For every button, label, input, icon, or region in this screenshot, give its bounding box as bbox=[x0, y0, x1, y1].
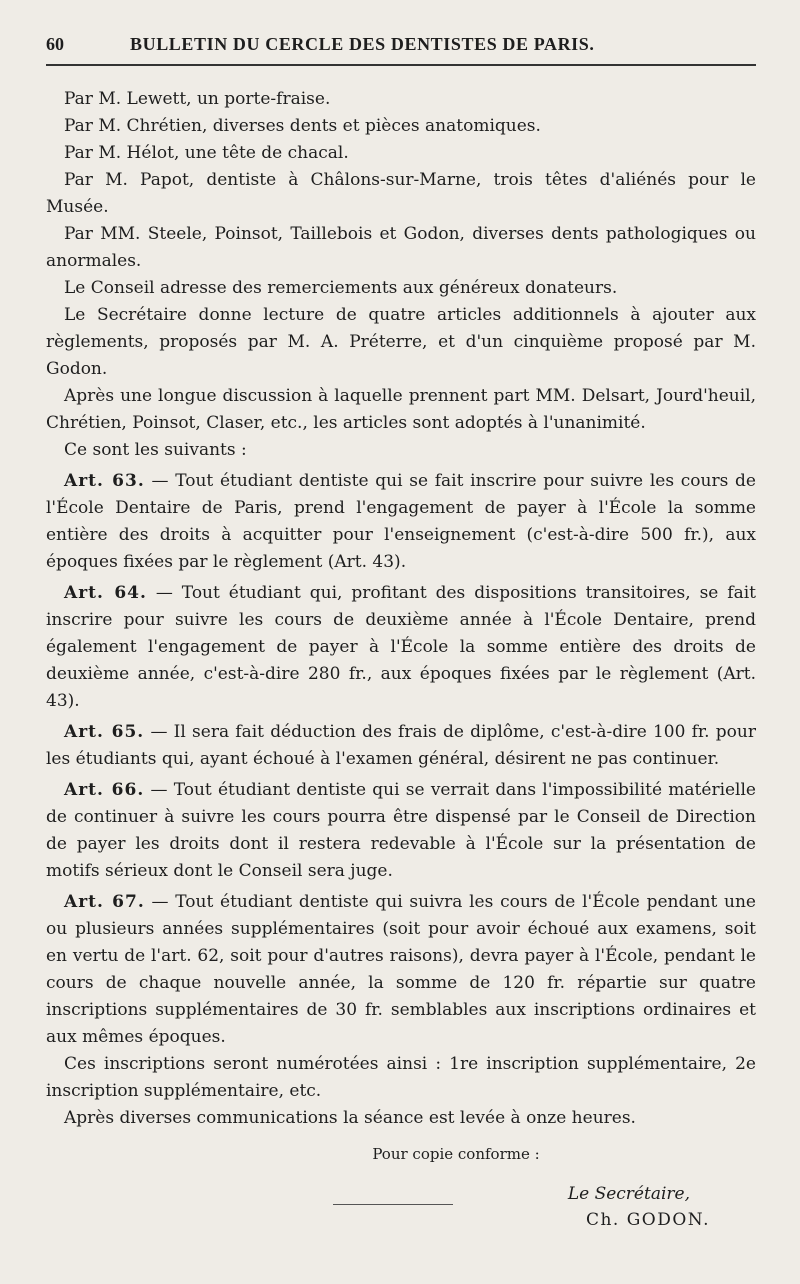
intro-paragraph: Ce sont les suivants : bbox=[64, 440, 247, 460]
page-number: 60 bbox=[46, 34, 64, 54]
article-label: Art. 64. bbox=[64, 583, 147, 603]
running-title: BULLETIN DU CERCLE DES DENTISTES DE PARIS. bbox=[130, 34, 595, 54]
article-label: Art. 65. bbox=[64, 722, 145, 742]
thanks-paragraph: Le Conseil adresse des remerciements aux généreux donateurs. bbox=[64, 278, 618, 298]
discussion-paragraph: Après une longue discussion à laquelle prennent part MM. Delsart, Jourd'heuil, Chrétien, Poinsot, Claser, etc., les articles sont adoptés à l'unanimité. bbox=[46, 386, 756, 433]
body-text bbox=[46, 86, 756, 1232]
article-label: Art. 66. bbox=[64, 780, 145, 800]
article-text: — Tout étudiant qui, profitant des dispositions transitoires, se fait inscrire pour suivre les cours de deuxième année à l'École Dentaire, prend également l'engagement de payer à l'École la somme entière des droits de deuxième année, c'est-à-dire 280 fr., aux époques fixées par le règlement (Art. 43). bbox=[46, 583, 756, 711]
donation-line: Par MM. Steele, Poinsot, Taillebois et Godon, diverses dents pathologiques ou anormales. bbox=[46, 224, 756, 271]
signature-role: Le Secrétaire, bbox=[567, 1184, 690, 1204]
donation-line: Par M. Lewett, un porte-fraise. bbox=[64, 89, 331, 109]
article-63 bbox=[46, 468, 756, 576]
article-text: — Tout étudiant dentiste qui suivra les cours de l'École pendant une ou plusieurs années supplémentaires (soit pour avoir échoué aux examens, soit en vertu de l'art. 62, soit pour d'autres raisons), devra payer à l'École, pendant le cours de chaque nouvelle année, la somme de 120 fr. répartie sur quatre inscriptions supplémentaires de 30 fr. semblables aux inscriptions ordinaires et aux mêmes époques. bbox=[46, 892, 756, 1047]
adjourn-paragraph: Après diverses communications la séance est levée à onze heures. bbox=[64, 1108, 636, 1128]
article-text: — Tout étudiant dentiste qui se fait inscrire pour suivre les cours de l'École Dentaire de Paris, prend l'engagement de payer à l'École la somme entière des droits à acquitter pour l'enseignement (c'est-à-dire 500 fr.), aux époques fixées par le règlement (Art. 43). bbox=[46, 471, 756, 572]
donation-line: Par M. Chrétien, diverses dents et pièces anatomiques. bbox=[64, 116, 541, 136]
numbering-paragraph: Ces inscriptions seront numérotées ainsi : 1re inscription supplémentaire, 2e inscription supplémentaire, etc. bbox=[46, 1054, 756, 1101]
article-text: — Tout étudiant dentiste qui se verrait dans l'impossibilité matérielle de continuer à suivre les cours pourra être dispensé par le Conseil de Direction de payer les droits dont il restera redevable à l'École sur la présentation de motifs sérieux dont le Conseil sera juge. bbox=[46, 780, 756, 881]
closing-rule bbox=[333, 1204, 453, 1205]
article-text: — Il sera fait déduction des frais de diplôme, c'est-à-dire 100 fr. pour les étudiants qui, ayant échoué à l'examen général, désirent ne pas continuer. bbox=[46, 722, 756, 769]
article-65 bbox=[46, 719, 756, 773]
copie-conforme: Pour copie conforme : bbox=[372, 1145, 540, 1163]
article-64 bbox=[46, 580, 756, 715]
page-header bbox=[46, 34, 756, 64]
signature-name: Ch. GODON. bbox=[585, 1210, 710, 1230]
article-label: Art. 67. bbox=[64, 892, 145, 912]
article-66 bbox=[46, 777, 756, 885]
article-67 bbox=[46, 889, 756, 1051]
article-label: Art. 63. bbox=[64, 471, 145, 491]
donation-line: Par M. Papot, dentiste à Châlons-sur-Marne, trois têtes d'aliénés pour le Musée. bbox=[46, 170, 756, 217]
reading-paragraph: Le Secrétaire donne lecture de quatre articles additionnels à ajouter aux règlements, proposés par M. A. Préterre, et d'un cinquième proposé par M. Godon. bbox=[46, 305, 756, 379]
donation-line: Par M. Hélot, une tête de chacal. bbox=[64, 143, 349, 163]
header-rule bbox=[46, 64, 756, 66]
